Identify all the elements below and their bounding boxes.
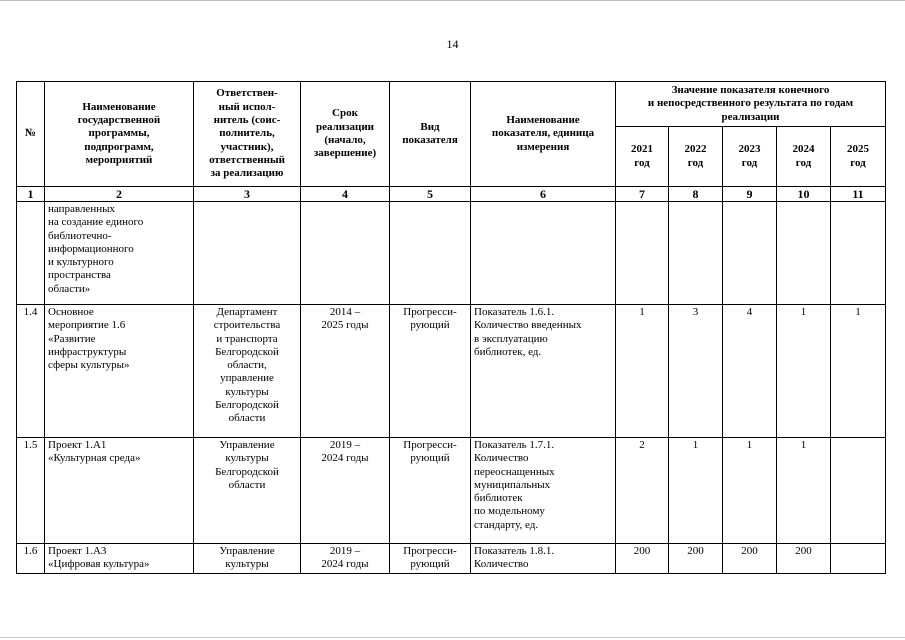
indicator-type (390, 202, 471, 305)
header-indicator-name: Наименование показателя, единица измерения (471, 82, 616, 187)
header-indicator-type: Вид показателя (390, 82, 471, 187)
implementation-period: 2014 – 2025 годы (301, 305, 390, 438)
indicator-name: Показатель 1.6.1. Количество введенных в эксплуатацию библиотек, ед. (471, 305, 616, 438)
row-number: 1.5 (17, 438, 45, 544)
header-program-name: Наименование государственной программы, подпрограмм, мероприятий (45, 82, 194, 187)
value-2024: 1 (777, 305, 831, 438)
column-number: 1 (17, 187, 45, 202)
header-responsible: Ответствен- ный испол- нитель (соис- полнитель, участник), ответственный за реализацию (194, 82, 301, 187)
value-2021: 200 (616, 544, 669, 574)
responsible-executor (194, 202, 301, 305)
value-2024: 200 (777, 544, 831, 574)
indicator-type: Прогресси- рующий (390, 438, 471, 544)
value-2022: 1 (669, 438, 723, 544)
implementation-period: 2019 – 2024 годы (301, 438, 390, 544)
value-2021 (616, 202, 669, 305)
program-name: Основное мероприятие 1.6 «Развитие инфраструктуры сферы культуры» (45, 305, 194, 438)
column-number: 4 (301, 187, 390, 202)
value-2022: 200 (669, 544, 723, 574)
responsible-executor: Управление культуры Белгородской области (194, 438, 301, 544)
table-row (17, 305, 886, 438)
responsible-executor: Управление культуры (194, 544, 301, 574)
column-number: 2 (45, 187, 194, 202)
column-number: 3 (194, 187, 301, 202)
column-number: 9 (723, 187, 777, 202)
scan-edge-line (0, 637, 905, 638)
row-number: 1.4 (17, 305, 45, 438)
value-2023: 4 (723, 305, 777, 438)
header-year-2022: 2022 год (669, 127, 723, 187)
table-row (17, 544, 886, 574)
value-2025 (831, 438, 886, 544)
column-number-row (17, 187, 886, 202)
value-2025 (831, 544, 886, 574)
value-2023: 1 (723, 438, 777, 544)
column-number: 5 (390, 187, 471, 202)
table-row (17, 202, 886, 305)
indicator-name: Показатель 1.8.1. Количество (471, 544, 616, 574)
header-row-top (17, 82, 886, 127)
header-year-2024: 2024 год (777, 127, 831, 187)
indicator-type: Прогресси- рующий (390, 305, 471, 438)
value-2021: 2 (616, 438, 669, 544)
table-row (17, 438, 886, 544)
header-year-2025: 2025 год (831, 127, 886, 187)
indicator-name (471, 202, 616, 305)
column-number: 8 (669, 187, 723, 202)
value-2024 (777, 202, 831, 305)
program-indicators-table (16, 81, 886, 574)
program-name: Проект 1.А3 «Цифровая культура» (45, 544, 194, 574)
value-2022: 3 (669, 305, 723, 438)
column-number: 11 (831, 187, 886, 202)
value-2025: 1 (831, 305, 886, 438)
indicator-type: Прогресси- рующий (390, 544, 471, 574)
program-name: Проект 1.А1 «Культурная среда» (45, 438, 194, 544)
implementation-period (301, 202, 390, 305)
column-number: 6 (471, 187, 616, 202)
header-period: Срок реализации (начало, завершение) (301, 82, 390, 187)
implementation-period: 2019 – 2024 годы (301, 544, 390, 574)
column-number: 10 (777, 187, 831, 202)
indicator-name: Показатель 1.7.1. Количество переоснащенных муниципальных библиотек по модельному стандарту, ед. (471, 438, 616, 544)
header-no: № (17, 82, 45, 187)
scan-edge-line (0, 0, 905, 1)
row-number: 1.6 (17, 544, 45, 574)
program-name: направленных на создание единого библиотечно- информационного и культурного пространства области» (45, 202, 194, 305)
value-2025 (831, 202, 886, 305)
header-indicator-values: Значение показателя конечного и непосредственного результата по годам реализации (616, 82, 886, 127)
column-number: 7 (616, 187, 669, 202)
value-2023: 200 (723, 544, 777, 574)
value-2024: 1 (777, 438, 831, 544)
page-number: 14 (446, 37, 459, 51)
value-2022 (669, 202, 723, 305)
header-year-2023: 2023 год (723, 127, 777, 187)
row-number (17, 202, 45, 305)
header-year-2021: 2021 год (616, 127, 669, 187)
value-2023 (723, 202, 777, 305)
value-2021: 1 (616, 305, 669, 438)
responsible-executor: Департамент строительства и транспорта Белгородской области, управление культуры Белгородской области (194, 305, 301, 438)
